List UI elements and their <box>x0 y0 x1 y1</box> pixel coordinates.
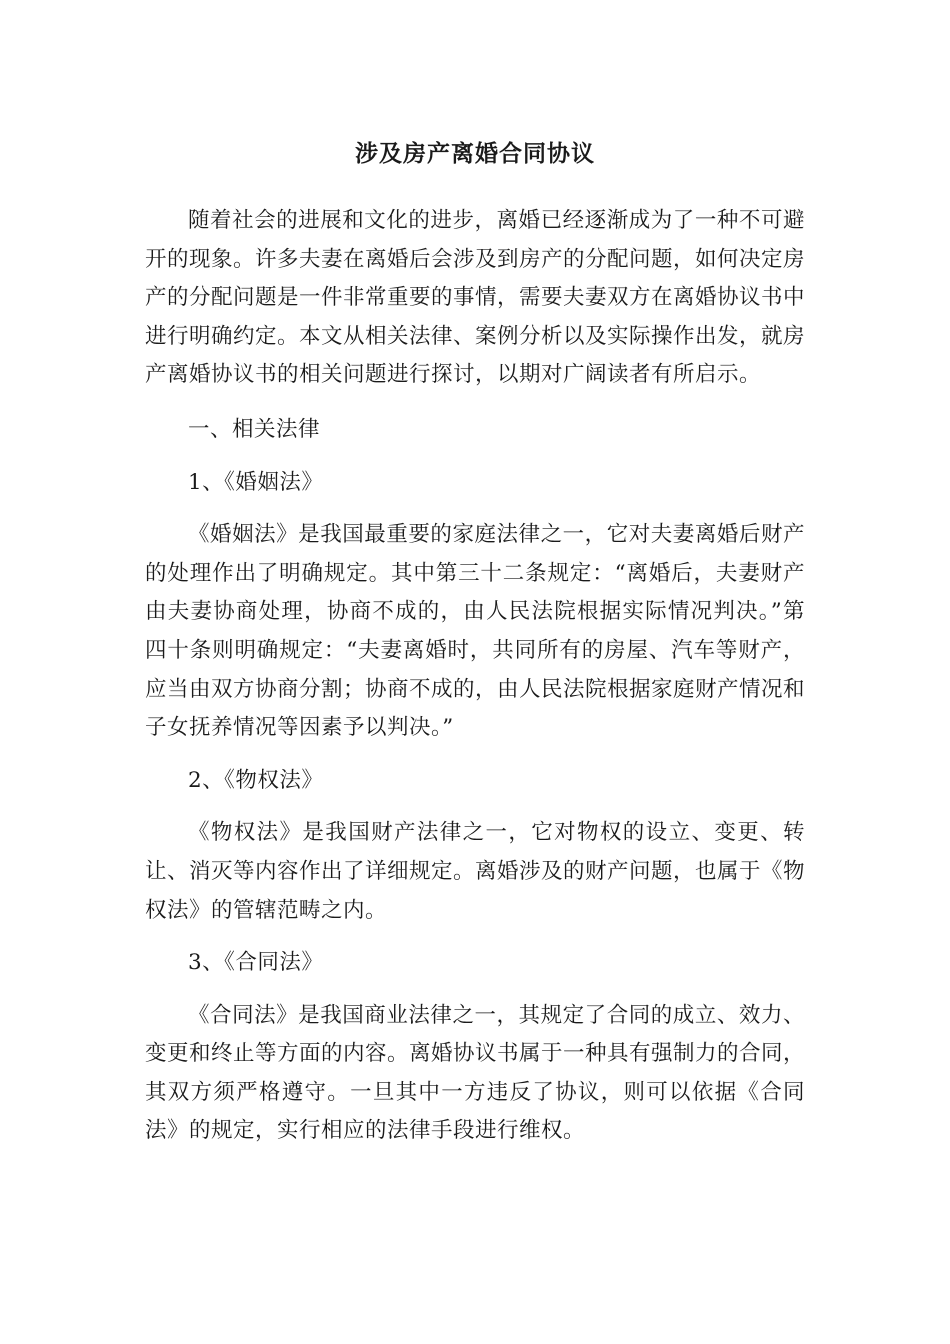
law1-paragraph: 《婚姻法》是我国最重要的家庭法律之一，它对夫妻离婚后财产的处理作出了明确规定。其中第三十二条规定：“离婚后，夫妻财产由夫妻协商处理，协商不成的，由人民法院根据实际情况判决。”第四十条则明确规定：“夫妻离婚时，共同所有的房屋、汽车等财产，应当由双方协商分割；协商不成的，由人民法院根据家庭财产情况和子女抚养情况等因素予以判决。” <box>145 522 806 741</box>
law1-heading: 1、《婚姻法》 <box>188 469 324 495</box>
document-body <box>145 202 805 1151</box>
law3-paragraph: 《合同法》是我国商业法律之一，其规定了合同的成立、效力、变更和终止等方面的内容。离婚协议书属于一种具有强制力的合同，其双方须严格遵守。一旦其中一方违反了协议，则可以依据《合同法》的规定，实行相应的法律手段进行维权。 <box>145 1002 806 1144</box>
law3-heading: 3、《合同法》 <box>188 950 324 976</box>
intro-paragraph: 随着社会的进展和文化的进步，离婚已经逐渐成为了一种不可避开的现象。许多夫妻在离婚后会涉及到房产的分配问题，如何决定房产的分配问题是一件非常重要的事情，需要夫妻双方在离婚协议书中进行明确约定。本文从相关法律、案例分析以及实际操作出发，就房产离婚协议书的相关问题进行探讨，以期对广阔读者有所启示。 <box>145 208 806 388</box>
document-title: 涉及房产离婚合同协议 <box>355 141 595 167</box>
law2-heading: 2、《物权法》 <box>188 767 324 793</box>
law2-paragraph: 《物权法》是我国财产法律之一，它对物权的设立、变更、转让、消灭等内容作出了详细规定。离婚涉及的财产问题，也属于《物权法》的管辖范畴之内。 <box>145 820 806 923</box>
section-heading-laws: 一、相关法律 <box>188 416 321 442</box>
